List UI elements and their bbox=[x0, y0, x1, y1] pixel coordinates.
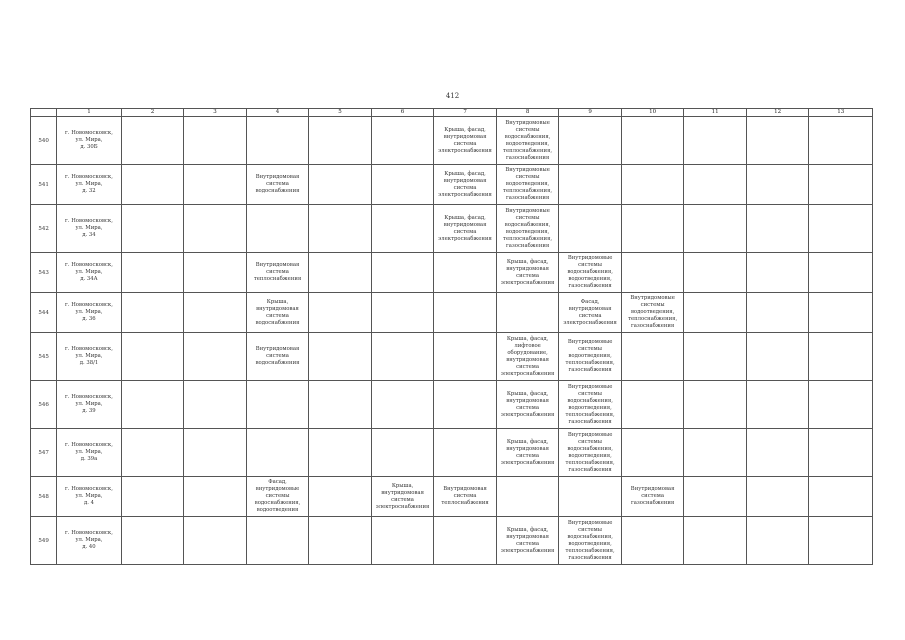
table-cell bbox=[746, 205, 809, 253]
table-cell: Внутридомовая система водоснабжения bbox=[246, 165, 309, 205]
table-cell: Крыша, фасад, внутридомовая система электроснабжения bbox=[434, 117, 497, 165]
table-cell bbox=[684, 205, 747, 253]
table-cell bbox=[371, 165, 434, 205]
table-row bbox=[31, 517, 873, 565]
table-cell bbox=[746, 165, 809, 205]
table-cell: Внутридомовые системы водоснабжения, водоотведения, теплоснабжения, газоснабжения bbox=[559, 517, 622, 565]
column-number-row bbox=[31, 109, 873, 117]
table-cell bbox=[684, 117, 747, 165]
table-cell bbox=[809, 381, 873, 429]
table-cell bbox=[309, 165, 372, 205]
column-number-cell: 9 bbox=[559, 109, 622, 117]
column-number-cell bbox=[31, 109, 57, 117]
table-cell bbox=[809, 517, 873, 565]
table-cell bbox=[371, 253, 434, 293]
table-cell bbox=[559, 205, 622, 253]
table-cell bbox=[246, 381, 309, 429]
row-number: 540 bbox=[31, 117, 57, 165]
table-cell bbox=[121, 253, 184, 293]
table-cell: Внутридомовая система водоснабжения bbox=[246, 333, 309, 381]
table-cell bbox=[309, 517, 372, 565]
table-cell: Внутридомовая система газоснабжения bbox=[621, 477, 684, 517]
table-cell bbox=[809, 205, 873, 253]
table-cell: Внутридомовые системы водоснабжения, водоотведения, теплоснабжения, газоснабжения bbox=[559, 429, 622, 477]
table-cell bbox=[246, 117, 309, 165]
column-number-cell: 6 bbox=[371, 109, 434, 117]
row-number: 541 bbox=[31, 165, 57, 205]
table-cell bbox=[434, 381, 497, 429]
table-cell bbox=[809, 333, 873, 381]
table-cell: Крыша, фасад, внутридомовая система электроснабжения bbox=[496, 253, 559, 293]
table-cell bbox=[621, 517, 684, 565]
address-cell: г. Новомосковск, ул. Мира, д. 34 bbox=[57, 205, 122, 253]
table-cell bbox=[371, 117, 434, 165]
table-cell bbox=[746, 517, 809, 565]
table-cell: Фасад, внутридомовые системы водоснабжения, водоотведения bbox=[246, 477, 309, 517]
table-cell bbox=[746, 429, 809, 477]
address-cell: г. Новомосковск, ул. Мира, д. 32 bbox=[57, 165, 122, 205]
table-cell: Крыша, внутридомовая система водоснабжения bbox=[246, 293, 309, 333]
table-cell bbox=[559, 477, 622, 517]
table-cell bbox=[309, 333, 372, 381]
table-row bbox=[31, 253, 873, 293]
table-cell bbox=[246, 205, 309, 253]
table-cell bbox=[184, 253, 247, 293]
table-cell bbox=[309, 293, 372, 333]
table-cell bbox=[184, 205, 247, 253]
table-cell bbox=[121, 477, 184, 517]
table-cell bbox=[621, 381, 684, 429]
table-cell bbox=[559, 117, 622, 165]
column-number-cell: 4 bbox=[246, 109, 309, 117]
table-cell: Крыша, фасад, внутридомовая система электроснабжения bbox=[496, 517, 559, 565]
table-cell bbox=[809, 293, 873, 333]
row-number: 549 bbox=[31, 517, 57, 565]
table-row bbox=[31, 117, 873, 165]
table-cell bbox=[684, 517, 747, 565]
table-cell bbox=[684, 333, 747, 381]
table-cell bbox=[184, 293, 247, 333]
table-cell bbox=[121, 429, 184, 477]
repair-schedule-table bbox=[30, 108, 873, 565]
table-cell bbox=[746, 293, 809, 333]
row-number: 544 bbox=[31, 293, 57, 333]
table-row bbox=[31, 381, 873, 429]
table-cell bbox=[559, 165, 622, 205]
table-cell bbox=[184, 165, 247, 205]
table-cell bbox=[809, 253, 873, 293]
table-cell: Внутридомовые системы водоснабжения, водоотведения, теплоснабжения, газоснабжения bbox=[496, 205, 559, 253]
table-cell bbox=[746, 117, 809, 165]
table-cell: Крыша, фасад, лифтовое оборудование, внутридомовая система электроснабжения bbox=[496, 333, 559, 381]
address-cell: г. Новомосковск, ул. Мира, д. 38/1 bbox=[57, 333, 122, 381]
table-cell bbox=[121, 293, 184, 333]
table-cell: Внутридомовые системы водоотведения, теплоснабжения, газоснабжения bbox=[621, 293, 684, 333]
table-cell bbox=[809, 429, 873, 477]
table-cell bbox=[121, 333, 184, 381]
table-cell bbox=[684, 429, 747, 477]
table-cell: Фасад, внутридомовая система электроснабжения bbox=[559, 293, 622, 333]
table-cell: Внутридомовые системы водоотведения, теплоснабжения, газоснабжения bbox=[496, 165, 559, 205]
table-cell bbox=[371, 517, 434, 565]
row-number: 547 bbox=[31, 429, 57, 477]
address-cell: г. Новомосковск, ул. Мира, д. 4 bbox=[57, 477, 122, 517]
column-number-cell: 2 bbox=[121, 109, 184, 117]
column-number-cell: 3 bbox=[184, 109, 247, 117]
table-cell bbox=[184, 117, 247, 165]
address-cell: г. Новомосковск, ул. Мира, д. 34А bbox=[57, 253, 122, 293]
table-cell bbox=[371, 293, 434, 333]
table-cell: Внутридомовые системы водоснабжения, водоотведения, газоснабжения bbox=[559, 253, 622, 293]
column-number-cell: 13 bbox=[809, 109, 873, 117]
table-row bbox=[31, 333, 873, 381]
table-cell bbox=[809, 117, 873, 165]
address-cell: г. Новомосковск, ул. Мира, д. 39 bbox=[57, 381, 122, 429]
table-cell bbox=[746, 477, 809, 517]
column-number-cell: 7 bbox=[434, 109, 497, 117]
table-cell: Внутридомовая система теплоснабжения bbox=[434, 477, 497, 517]
table-cell bbox=[496, 293, 559, 333]
table-cell bbox=[621, 117, 684, 165]
address-cell: г. Новомосковск, ул. Мира, д. 40 bbox=[57, 517, 122, 565]
table-cell bbox=[184, 477, 247, 517]
table-cell bbox=[684, 253, 747, 293]
table-cell: Крыша, фасад, внутридомовая система электроснабжения bbox=[496, 381, 559, 429]
table-cell bbox=[309, 381, 372, 429]
column-number-cell: 8 bbox=[496, 109, 559, 117]
table-cell bbox=[434, 253, 497, 293]
row-number: 548 bbox=[31, 477, 57, 517]
table-row bbox=[31, 429, 873, 477]
table-cell bbox=[371, 381, 434, 429]
table-row bbox=[31, 205, 873, 253]
table-cell bbox=[184, 333, 247, 381]
address-cell: г. Новомосковск, ул. Мира, д. 36 bbox=[57, 293, 122, 333]
table-cell bbox=[684, 165, 747, 205]
table-cell bbox=[184, 381, 247, 429]
table-cell bbox=[621, 205, 684, 253]
table-cell bbox=[434, 293, 497, 333]
table-cell bbox=[309, 205, 372, 253]
table-cell bbox=[121, 517, 184, 565]
column-number-cell: 11 bbox=[684, 109, 747, 117]
table-cell bbox=[621, 333, 684, 381]
table-row bbox=[31, 293, 873, 333]
table-cell bbox=[246, 429, 309, 477]
table-cell bbox=[371, 205, 434, 253]
table-cell bbox=[121, 205, 184, 253]
table-cell bbox=[309, 253, 372, 293]
column-number-cell: 5 bbox=[309, 109, 372, 117]
table-cell bbox=[246, 517, 309, 565]
table-cell bbox=[309, 477, 372, 517]
table-cell bbox=[684, 381, 747, 429]
table-cell bbox=[309, 429, 372, 477]
table-cell bbox=[434, 517, 497, 565]
table-cell bbox=[684, 477, 747, 517]
table-cell bbox=[746, 381, 809, 429]
table-cell bbox=[121, 381, 184, 429]
table-cell: Крыша, фасад, внутридомовая система электроснабжения bbox=[496, 429, 559, 477]
row-number: 542 bbox=[31, 205, 57, 253]
table-cell: Крыша, фасад, внутридомовая система электроснабжения bbox=[434, 165, 497, 205]
table-cell bbox=[496, 477, 559, 517]
table-cell bbox=[121, 117, 184, 165]
table-cell bbox=[746, 333, 809, 381]
column-number-cell: 12 bbox=[746, 109, 809, 117]
table-cell: Внутридомовые системы водоотведения, теплоснабжения, газоснабжения bbox=[559, 333, 622, 381]
address-cell: г. Новомосковск, ул. Мира, д. 39а bbox=[57, 429, 122, 477]
table-cell bbox=[184, 517, 247, 565]
table-cell bbox=[309, 117, 372, 165]
table-cell bbox=[371, 429, 434, 477]
table-cell bbox=[746, 253, 809, 293]
column-number-cell: 1 bbox=[57, 109, 122, 117]
table-cell bbox=[621, 253, 684, 293]
table-cell bbox=[371, 333, 434, 381]
table-cell bbox=[184, 429, 247, 477]
row-number: 543 bbox=[31, 253, 57, 293]
table-cell bbox=[434, 333, 497, 381]
table-row bbox=[31, 165, 873, 205]
table-cell bbox=[434, 429, 497, 477]
row-number: 545 bbox=[31, 333, 57, 381]
table-cell bbox=[621, 429, 684, 477]
table-cell: Крыша, внутридомовая система электроснабжения bbox=[371, 477, 434, 517]
table-cell: Внутридомовые системы водоснабжения, водоотведения, теплоснабжения, газоснабжения bbox=[559, 381, 622, 429]
column-number-cell: 10 bbox=[621, 109, 684, 117]
table-cell bbox=[621, 165, 684, 205]
table-cell bbox=[684, 293, 747, 333]
table-cell: Внутридомовые системы водоснабжения, водоотведения, теплоснабжения, газоснабжения bbox=[496, 117, 559, 165]
table-cell bbox=[121, 165, 184, 205]
page-number: 412 bbox=[445, 92, 460, 100]
address-cell: г. Новомосковск, ул. Мира, д. 30Б bbox=[57, 117, 122, 165]
row-number: 546 bbox=[31, 381, 57, 429]
table-cell: Внутридомовая система теплоснабжения bbox=[246, 253, 309, 293]
table-row bbox=[31, 477, 873, 517]
table-cell bbox=[809, 165, 873, 205]
table-cell bbox=[809, 477, 873, 517]
table-cell: Крыша, фасад, внутридомовая система электроснабжения bbox=[434, 205, 497, 253]
